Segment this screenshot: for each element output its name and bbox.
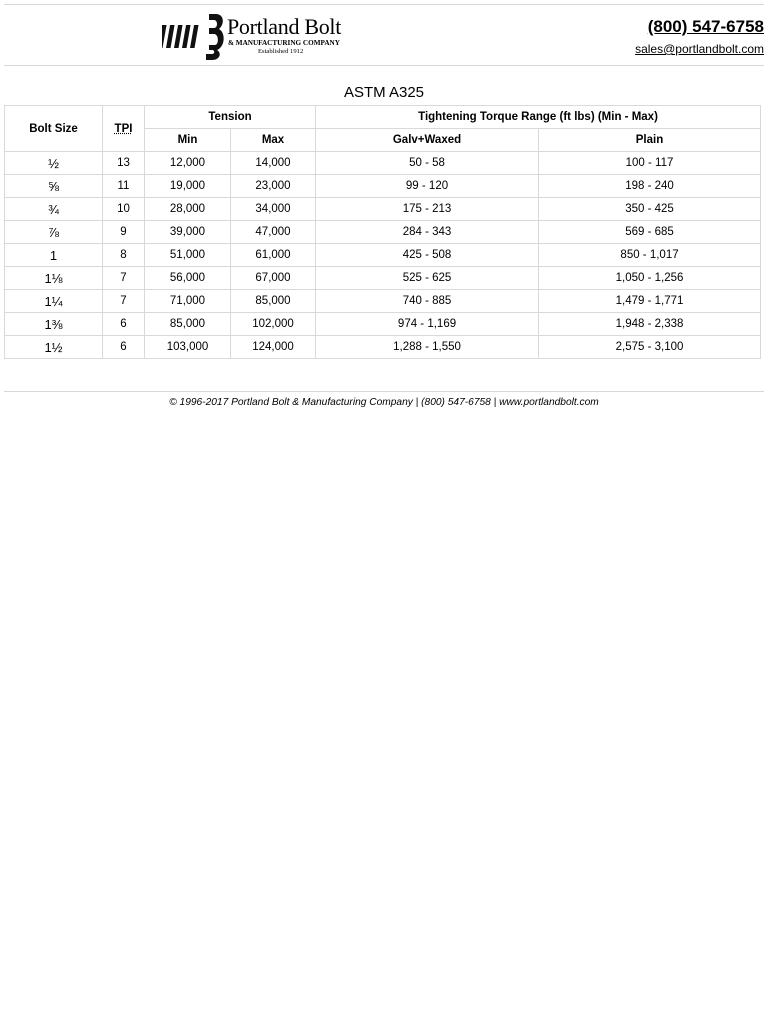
tpi-cell: 13 — [103, 152, 145, 175]
plain-cell: 569 - 685 — [539, 221, 761, 244]
plain-cell: 1,948 - 2,338 — [539, 313, 761, 336]
page-footer: © 1996-2017 Portland Bolt & Manufacturing Company | (800) 547-6758 | www.portlandbolt.com — [169, 397, 599, 408]
tpi-cell: 7 — [103, 290, 145, 313]
tension-max-cell: 14,000 — [231, 152, 316, 175]
galv-waxed-cell: 175 - 213 — [316, 198, 539, 221]
table-row — [5, 267, 761, 290]
bolt-size-cell: ½ — [5, 152, 103, 175]
bolt-logo-icon — [162, 14, 226, 60]
header-tension: Tension — [145, 106, 316, 129]
tension-max-cell: 67,000 — [231, 267, 316, 290]
tpi-cell: 6 — [103, 336, 145, 359]
header-plain: Plain — [539, 129, 761, 152]
bolt-size-cell: 1½ — [5, 336, 103, 359]
table-row — [5, 244, 761, 267]
tension-min-cell: 12,000 — [145, 152, 231, 175]
bolt-size-cell: 1 — [5, 244, 103, 267]
plain-cell: 100 - 117 — [539, 152, 761, 175]
plain-cell: 198 - 240 — [539, 175, 761, 198]
galv-waxed-cell: 740 - 885 — [316, 290, 539, 313]
tension-min-cell: 39,000 — [145, 221, 231, 244]
header-bottom-rule — [4, 65, 764, 66]
tension-max-cell: 47,000 — [231, 221, 316, 244]
footer-rule — [4, 391, 764, 392]
header-tension-min: Min — [145, 129, 231, 152]
tension-min-cell: 71,000 — [145, 290, 231, 313]
tpi-cell: 11 — [103, 175, 145, 198]
tension-min-cell: 85,000 — [145, 313, 231, 336]
tpi-cell: 6 — [103, 313, 145, 336]
galv-waxed-cell: 99 - 120 — [316, 175, 539, 198]
tension-min-cell: 51,000 — [145, 244, 231, 267]
plain-cell: 350 - 425 — [539, 198, 761, 221]
tension-max-cell: 102,000 — [231, 313, 316, 336]
table-row — [5, 336, 761, 359]
tpi-cell: 8 — [103, 244, 145, 267]
table-row — [5, 313, 761, 336]
email-link[interactable]: sales@portlandbolt.com — [635, 42, 764, 56]
header-torque: Tightening Torque Range (ft lbs) (Min - Max) — [316, 106, 761, 129]
logo-established-text: Established 1912 — [258, 48, 304, 55]
bolt-size-cell: 1¼ — [5, 290, 103, 313]
plain-cell: 850 - 1,017 — [539, 244, 761, 267]
plain-cell: 1,479 - 1,771 — [539, 290, 761, 313]
bolt-size-cell: 1⅜ — [5, 313, 103, 336]
tension-max-cell: 34,000 — [231, 198, 316, 221]
tension-min-cell: 28,000 — [145, 198, 231, 221]
page-header — [0, 5, 768, 65]
tpi-cell: 7 — [103, 267, 145, 290]
bolt-size-cell: ⅝ — [5, 175, 103, 198]
table-row — [5, 198, 761, 221]
tension-min-cell: 56,000 — [145, 267, 231, 290]
galv-waxed-cell: 1,288 - 1,550 — [316, 336, 539, 359]
galv-waxed-cell: 284 - 343 — [316, 221, 539, 244]
tension-min-cell: 19,000 — [145, 175, 231, 198]
logo-brand-text: Portland Bolt — [227, 14, 342, 39]
bolt-torque-table — [4, 105, 761, 359]
bolt-size-cell: 1⅛ — [5, 267, 103, 290]
page-title: ASTM A325 — [343, 84, 425, 101]
galv-waxed-cell: 425 - 508 — [316, 244, 539, 267]
header-tension-max: Max — [231, 129, 316, 152]
tension-max-cell: 85,000 — [231, 290, 316, 313]
header-galv-waxed: Galv+Waxed — [316, 129, 539, 152]
table-row — [5, 290, 761, 313]
galv-waxed-cell: 974 - 1,169 — [316, 313, 539, 336]
table-row — [5, 152, 761, 175]
galv-waxed-cell: 50 - 58 — [316, 152, 539, 175]
tpi-cell: 10 — [103, 198, 145, 221]
bolt-size-cell: ⅞ — [5, 221, 103, 244]
header-bolt-size: Bolt Size — [5, 106, 103, 152]
header-tpi[interactable]: TPI — [103, 106, 145, 152]
plain-cell: 2,575 - 3,100 — [539, 336, 761, 359]
galv-waxed-cell: 525 - 625 — [316, 267, 539, 290]
tension-max-cell: 61,000 — [231, 244, 316, 267]
table-row — [5, 221, 761, 244]
plain-cell: 1,050 - 1,256 — [539, 267, 761, 290]
tpi-cell: 9 — [103, 221, 145, 244]
tension-max-cell: 23,000 — [231, 175, 316, 198]
table-row — [5, 175, 761, 198]
bolt-size-cell: ¾ — [5, 198, 103, 221]
tension-max-cell: 124,000 — [231, 336, 316, 359]
tension-min-cell: 103,000 — [145, 336, 231, 359]
phone-link[interactable]: (800) 547-6758 — [647, 17, 764, 36]
logo-subtitle-text: & MANUFACTURING COMPANY — [228, 39, 340, 47]
portland-bolt-logo[interactable] — [162, 14, 366, 64]
